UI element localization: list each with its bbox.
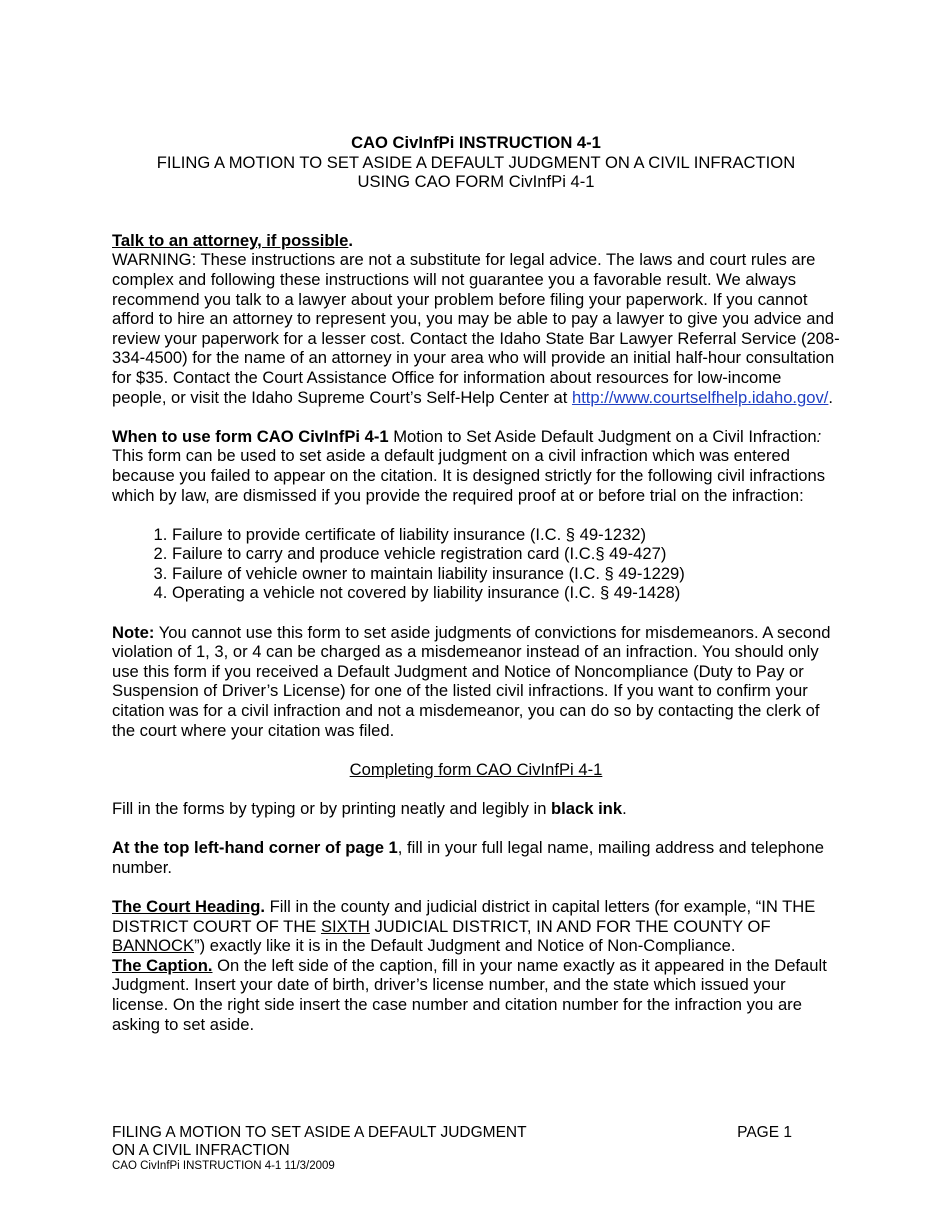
- court-heading-label: The Court Heading: [112, 896, 261, 916]
- top-left-instruction: At the top left-hand corner of page 1, fill in your full legal name, mailing address and telephone number.: [112, 838, 824, 877]
- document-subtitle: FILING A MOTION TO SET ASIDE A DEFAULT JUDGMENT ON A CIVIL INFRACTION: [156, 152, 796, 172]
- footer-title-2: ON A CIVIL INFRACTION: [112, 1141, 290, 1159]
- list-item: 3. Failure of vehicle owner to maintain liability insurance (I.C. § 49-1229): [172, 564, 840, 584]
- infraction-list: [112, 525, 840, 603]
- page-number: PAGE 1: [737, 1124, 792, 1141]
- attorney-section: Talk to an attorney, if possible. WARNING: These instructions are not a substitute for legal advice. The laws and court rules are complex and following these instructions will not guarantee you a favorable result. We always recommend you talk to a lawyer about your problem before filing your paperwork. If you cannot afford to hire an attorney to represent you, you may be able to pay a lawyer to give you advice and review your paperwork for a lesser cost. Contact the Idaho State Bar Lawyer Referral Service (208-334-4500) for the name of an attorney in your area who will provide an initial half-hour consultation for $35. Contact the Court Assistance Office for information about resources for low-income people, or visit the Idaho Supreme Court’s Self-Help Center at http://www.courtselfhelp.idaho.gov/.: [112, 230, 840, 407]
- note-label: Note:: [112, 622, 155, 642]
- footer-title: FILING A MOTION TO SET ASIDE A DEFAULT JUDGMENT: [112, 1124, 527, 1141]
- document-body: [112, 133, 840, 1034]
- self-help-link[interactable]: http://www.courtselfhelp.idaho.gov/: [571, 387, 829, 407]
- list-item: 2. Failure to carry and produce vehicle registration card (I.C.§ 49-427): [172, 544, 840, 564]
- list-item: 1. Failure to provide certificate of liability insurance (I.C. § 49-1232): [172, 525, 840, 545]
- warning-text: WARNING: These instructions are not a substitute for legal advice. The laws and court rules are complex and following these instructions will not guarantee you a favorable result. We always recommend you talk to a lawyer about your problem before filing your paperwork. If you cannot afford to hire an attorney to represent you, you may be able to pay a lawyer to give you advice and review your paperwork for a lesser cost. Contact the Idaho State Bar Lawyer Referral Service (208-334-4500) for the name of an attorney in your area who will provide an initial half-hour consultation for $35. Contact the Court Assistance Office for information about resources for low-income people, or visit the Idaho Supreme Court’s Self-Help Center at: [112, 250, 840, 407]
- when-to-use-heading: When to use form CAO CivInfPi 4-1: [112, 426, 389, 446]
- caption-label: The Caption.: [112, 955, 213, 975]
- note-section: [112, 623, 840, 741]
- document-title: CAO CivInfPi INSTRUCTION 4-1: [351, 133, 601, 152]
- fill-instruction: Fill in the forms by typing or by printing neatly and legibly in black ink.: [112, 799, 627, 818]
- completing-heading: Completing form CAO CivInfPi 4-1: [349, 759, 603, 779]
- completing-section: [112, 760, 840, 780]
- court-heading-section: The Court Heading. Fill in the county and judicial district in capital letters (for example, “IN THE DISTRICT COURT OF THE SIXTH JUDICIAL DISTRICT, IN AND FOR THE COUNTY OF BANNOCK”) exactly like it is in the Default Judgment and Notice of Non-Compliance.: [112, 896, 816, 956]
- attorney-heading: Talk to an attorney, if possible: [112, 230, 349, 250]
- document-header: [112, 133, 840, 192]
- list-item: 4. Operating a vehicle not covered by liability insurance (I.C. § 49-1428): [172, 583, 840, 603]
- page-footer: [112, 1124, 792, 1173]
- footer-form-id: CAO CivInfPi INSTRUCTION 4-1 11/3/2009: [112, 1160, 335, 1172]
- document-subtitle-2: USING CAO FORM CivInfPi 4-1: [357, 172, 595, 192]
- when-to-use-section: When to use form CAO CivInfPi 4-1 Motion to Set Aside Default Judgment on a Civil Infraction: This form can be used to set aside a default judgment on a civil infraction which was entered because you failed to appear on the citation. It is designed strictly for the following civil infractions which by law, are dismissed if you provide the required proof at or before trial on the infraction:: [112, 426, 825, 505]
- note-text: You cannot use this form to set aside judgments of convictions for misdemeanors. A second violation of 1, 3, or 4 can be charged as a misdemeanor instead of an infraction. You should only use this form if you received a Default Judgment and Notice of Noncompliance (Duty to Pay or Suspension of Driver’s License) for one of the listed civil infractions. If you want to confirm your citation was for a civil infraction and not a misdemeanor, you can do so by contacting the clerk of the court where your citation was filed.: [112, 622, 831, 740]
- when-to-use-text: This form can be used to set aside a default judgment on a civil infraction which was entered because you failed to appear on the citation. It is designed strictly for the following civil infractions which by law, are dismissed if you provide the required proof at or before trial on the infraction:: [112, 446, 825, 505]
- caption-section: The Caption. On the left side of the caption, fill in your name exactly as it appeared in the Default Judgment. Insert your date of birth, driver’s license number, and the state which issued your license. On the right side insert the case number and citation number for the infraction you are asking to set aside.: [112, 955, 827, 1034]
